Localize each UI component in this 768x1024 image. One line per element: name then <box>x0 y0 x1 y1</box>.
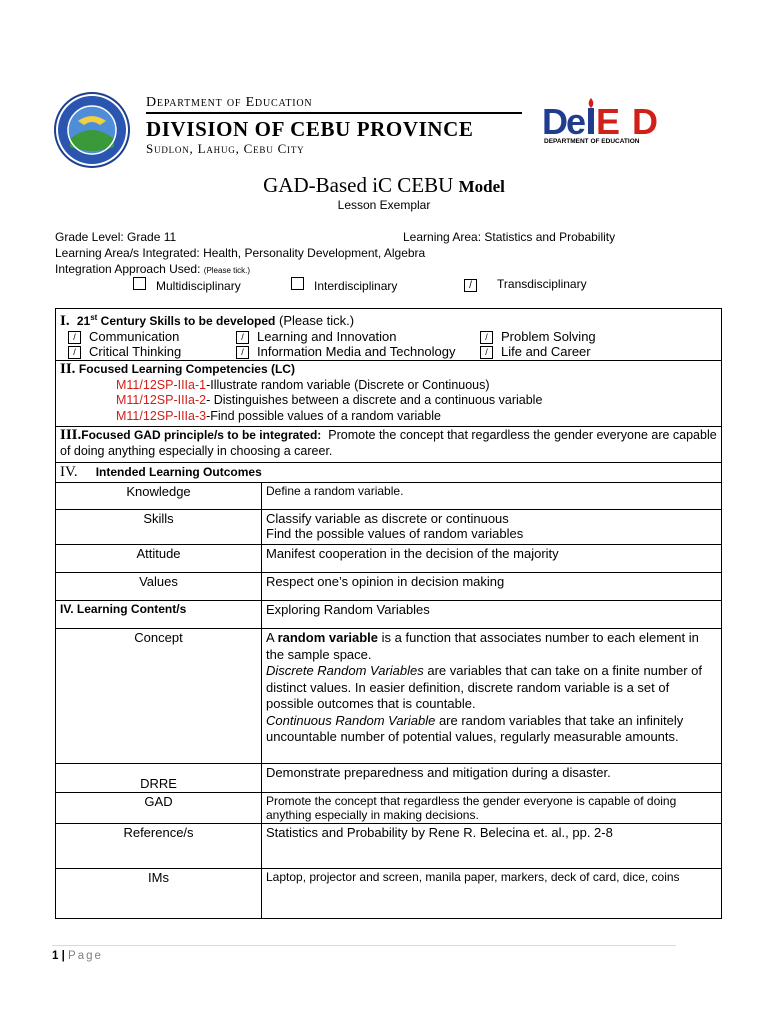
approach-interdisciplinary[interactable] <box>291 277 397 293</box>
concept-term: Continuous Random Variable <box>266 712 436 728</box>
deped-logo <box>540 96 662 152</box>
skill-label: Communication <box>89 329 180 344</box>
row-label: DRRE <box>56 764 262 793</box>
skill-label: Information Media and Technology <box>257 344 456 360</box>
row-label: Reference/s <box>56 824 262 869</box>
title-model: Model <box>458 177 505 196</box>
section-heading: Focused GAD principle/s to be integrated: <box>81 428 322 443</box>
row-value <box>262 629 722 764</box>
competency-list <box>60 378 717 425</box>
row-value: Exploring Random Variables <box>262 601 722 629</box>
heading-sup: st <box>90 313 98 322</box>
competency-item <box>116 378 717 394</box>
skill-label: Problem Solving <box>501 329 596 344</box>
competency-item <box>116 409 717 425</box>
approach-checkbox[interactable] <box>133 277 146 290</box>
row-label: Concept <box>56 629 262 764</box>
section-outcomes-header <box>56 463 722 483</box>
row-value <box>262 510 722 545</box>
approach-label: Integration Approach Used: <box>55 262 201 276</box>
section-hint: (Please tick.) <box>278 313 355 328</box>
approach-label-multi: Multidisciplinary <box>156 279 241 293</box>
row-label: IV. Learning Content/s <box>56 601 262 629</box>
skill-checkbox[interactable]: / <box>68 346 81 359</box>
table-row <box>56 824 722 869</box>
table-row <box>56 764 722 793</box>
concept-text: are random variables that take an infinitely uncountable number of potential values, regularly measurable amounts. <box>266 712 684 745</box>
approach-hint: (Please tick.) <box>203 266 251 275</box>
table-row <box>56 510 722 545</box>
section-roman: IV. <box>60 464 78 481</box>
skill-checkbox[interactable]: / <box>236 331 249 344</box>
header-rule <box>146 112 522 114</box>
svg-text:ED: ED <box>596 101 658 142</box>
section-heading <box>77 314 276 328</box>
heading-pre: 21 <box>76 314 91 328</box>
row-value: Laptop, projector and screen, manila paper, markers, deck of card, dice, coins <box>262 869 722 919</box>
table-row <box>56 629 722 764</box>
table-row <box>56 869 722 919</box>
approach-transdisciplinary[interactable] <box>464 277 587 292</box>
row-value: Demonstrate preparedness and mitigation during a disaster. <box>262 764 722 793</box>
competency-code: M11/12SP-IIIa-1 <box>116 377 207 392</box>
row-value: Promote the concept that regardless the gender everyone is capable of doing anything especially in making decisions. <box>262 793 722 824</box>
row-label: IMs <box>56 869 262 919</box>
skill-checkbox[interactable]: / <box>68 331 81 344</box>
skill-checkbox[interactable]: / <box>236 346 249 359</box>
skill-item[interactable] <box>480 344 591 359</box>
row-label: Skills <box>56 510 262 545</box>
table-row <box>56 573 722 601</box>
concept-text: A <box>266 630 278 646</box>
table-row <box>56 601 722 629</box>
approach-checkbox[interactable] <box>291 277 304 290</box>
row-label: Knowledge <box>56 483 262 510</box>
footer-rule <box>52 945 676 946</box>
document-subtitle: Lesson Exemplar <box>337 198 431 212</box>
section-text: Promote the concept that regardless the gender everyone are capable of doing anything especially in choosing a career. <box>60 428 717 458</box>
skill-label: Life and Career <box>501 344 591 360</box>
document-title <box>0 173 768 198</box>
division-seal-logo <box>53 91 131 169</box>
skill-item[interactable] <box>68 344 236 359</box>
section-roman: III. <box>60 427 82 444</box>
row-label: GAD <box>56 793 262 824</box>
competency-code: M11/12SP-IIIa-3 <box>116 408 207 423</box>
section-competencies <box>56 361 722 427</box>
competency-item <box>116 393 717 409</box>
svg-text:De: De <box>542 101 586 142</box>
deped-logo-subtitle: DEPARTMENT OF EDUCATION <box>544 138 640 145</box>
row-label: Values <box>56 573 262 601</box>
page-footer <box>52 950 103 962</box>
skill-item[interactable] <box>480 329 596 344</box>
skill-checkbox[interactable]: / <box>480 331 493 344</box>
approach-multidisciplinary[interactable] <box>133 277 241 293</box>
section-roman: II. <box>60 361 76 378</box>
concept-text: is a function that associates number to each element in the sample space. <box>266 630 699 662</box>
heading-post: Century Skills to be developed <box>97 314 276 328</box>
page-separator: | <box>61 950 65 962</box>
competency-text: -Find possible values of a random variable <box>206 408 441 423</box>
row-label: Attitude <box>56 545 262 573</box>
division-address: Sudlon, Lahug, Cebu City <box>146 141 305 156</box>
skill-item[interactable] <box>236 329 480 344</box>
concept-term: random variable <box>277 630 379 646</box>
section-heading: Intended Learning Outcomes <box>95 465 262 480</box>
skill-item[interactable] <box>236 344 480 359</box>
row-value: Statistics and Probability by Rene R. Belecina et. al., pp. 2-8 <box>262 824 722 869</box>
row-value: Respect one’s opinion in decision making <box>262 573 722 601</box>
table-row <box>56 793 722 824</box>
row-value-line: Find the possible values of random variables <box>266 526 524 542</box>
skill-checkbox[interactable]: / <box>480 346 493 359</box>
skill-label: Learning and Innovation <box>257 329 397 344</box>
learning-area: Learning Area: Statistics and Probability <box>403 230 616 244</box>
competency-text: - Distinguishes between a discrete and a continuous variable <box>206 393 543 408</box>
section-gad-principle <box>56 427 722 463</box>
approach-label-inter: Interdisciplinary <box>314 279 398 293</box>
grade-level: Grade Level: Grade 11 <box>55 230 177 244</box>
competency-code: M11/12SP-IIIa-2 <box>116 393 207 408</box>
approach-checkbox[interactable]: / <box>464 279 477 292</box>
lesson-table <box>55 308 722 919</box>
areas-integrated: Learning Area/s Integrated: Health, Personality Development, Algebra <box>55 246 426 260</box>
row-value-line: Classify variable as discrete or continuous <box>266 511 509 527</box>
row-value: Manifest cooperation in the decision of the majority <box>262 545 722 573</box>
skill-item[interactable] <box>68 329 236 344</box>
concept-text: are variables that can take on a finite number of distinct values. In easier definition, discrete random variable is a set of possible outcomes that is countable. <box>266 663 702 712</box>
page-word: Page <box>68 950 103 962</box>
skill-label: Critical Thinking <box>89 344 182 360</box>
section-century-skills <box>56 309 722 361</box>
page-number: 1 <box>52 950 59 962</box>
table-row <box>56 483 722 510</box>
section-heading: Focused Learning Competencies (LC) <box>78 362 295 377</box>
section-roman: I. <box>60 313 70 329</box>
concept-term: Discrete Random Variables <box>266 663 424 679</box>
table-row <box>56 545 722 573</box>
division-name: DIVISION OF CEBU PROVINCE <box>146 117 474 141</box>
department-name: Department of Education <box>146 95 313 110</box>
approach-label-trans: Transdisciplinary <box>497 277 587 291</box>
title-main: GAD-Based iC CEBU <box>263 173 454 197</box>
row-value: Define a random variable. <box>262 483 722 510</box>
competency-text: -Illustrate random variable (Discrete or Continuous) <box>206 377 490 392</box>
approach-line <box>55 262 250 276</box>
